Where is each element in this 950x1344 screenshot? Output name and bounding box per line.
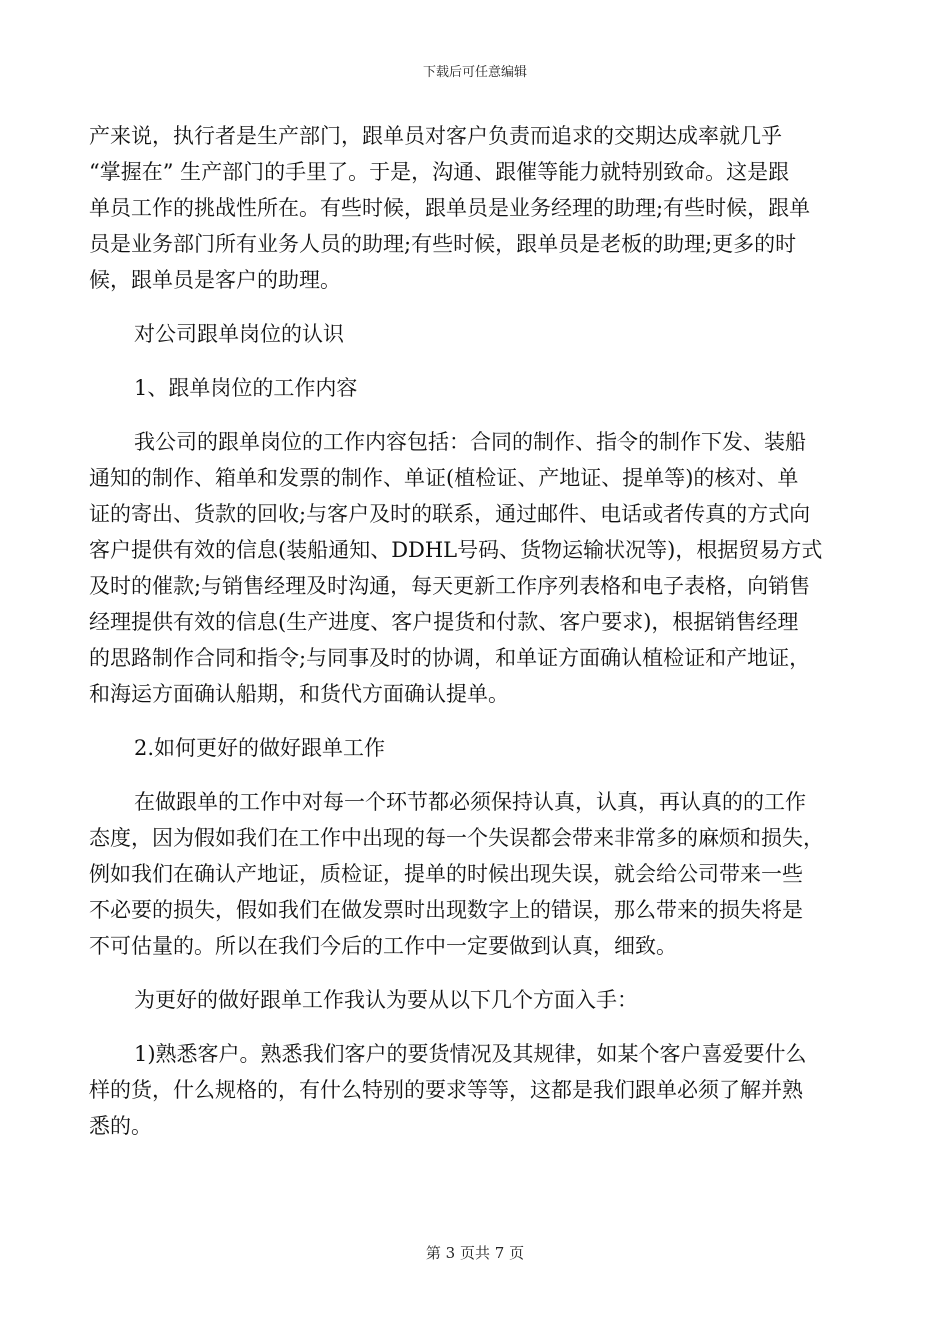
paragraph-work-attitude	[89, 784, 861, 964]
page-number: 第 3 页共 7 页	[425, 1244, 525, 1262]
text-line: 例如我们在确认产地证，质检证，提单的时候出现失误，就会给公司带来一些	[89, 862, 803, 886]
text-line: 在做跟单的工作中对每一个环节都必须保持认真，认真，再认真的的工作	[134, 790, 806, 814]
text-line: 态度，因为假如我们在工作中出现的每一个失误都会带来非常多的麻烦和损失，	[89, 826, 824, 850]
text-line: 和海运方面确认船期，和货代方面确认提单。	[89, 682, 509, 706]
text-line: “掌握在” 生产部门的手里了。于是，沟通、跟催等能力就特别致命。这是跟	[89, 160, 790, 184]
text-line: 的思路制作合同和指令;与同事及时的协调，和单证方面确认植检证和产地证，	[89, 646, 811, 670]
subsection-heading-2	[89, 730, 861, 766]
heading-text: 1、跟单岗位的工作内容	[134, 376, 358, 400]
text-line: 经理提供有效的信息(生产进度、客户提货和付款、客户要求)，根据销售经理	[89, 610, 799, 634]
text-line: 产来说，执行者是生产部门，跟单员对客户负责而追求的交期达成率就几乎	[89, 124, 782, 148]
text-line: 不可估量的。所以在我们今后的工作中一定要做到认真，细致。	[89, 934, 677, 958]
text-line: 单员工作的挑战性所在。有些时候，跟单员是业务经理的助理;有些时候，跟单	[89, 196, 811, 220]
text-line: 及时的催款;与销售经理及时沟通，每天更新工作序列表格和电子表格，向销售	[89, 574, 811, 598]
text-line: 通知的制作、箱单和发票的制作、单证(植检证、产地证、提单等)的核对、单	[89, 466, 799, 490]
text-line: 样的货，什么规格的，有什么特别的要求等等，这都是我们跟单必须了解并熟	[89, 1078, 803, 1102]
text-line: 不必要的损失，假如我们在做发票时出现数字上的错误，那么带来的损失将是	[89, 898, 803, 922]
text-line: 我公司的跟单岗位的工作内容包括：合同的制作、指令的制作下发、装船	[134, 430, 806, 454]
page-header: 下载后可任意编辑	[422, 65, 527, 80]
text-line: 证的寄出、货款的回收;与客户及时的联系，通过邮件、电话或者传真的方式向	[89, 502, 811, 526]
paragraph-job-content	[89, 424, 861, 712]
heading-text: 对公司跟单岗位的认识	[134, 322, 344, 346]
paragraph-know-customers	[89, 1036, 861, 1144]
text-line: 员是业务部门所有业务人员的助理;有些时候，跟单员是老板的助理;更多的时	[89, 232, 797, 256]
paragraph-role-description	[89, 118, 861, 298]
heading-text: 2.如何更好的做好跟单工作	[134, 736, 386, 760]
text-line: 客户提供有效的信息(装船通知、DDHL号码、货物运输状况等)，根据贸易方式	[89, 538, 823, 562]
text-line: 悉的。	[89, 1114, 152, 1138]
subsection-heading-1	[89, 370, 861, 406]
section-heading	[89, 316, 861, 352]
text-line: 为更好的做好跟单工作我认为要从以下几个方面入手：	[134, 988, 638, 1012]
text-line: 1)熟悉客户。熟悉我们客户的要货情况及其规律，如某个客户喜爱要什么	[134, 1042, 807, 1066]
intro-line	[89, 982, 861, 1018]
text-line: 候，跟单员是客户的助理。	[89, 268, 341, 292]
document-body	[89, 118, 861, 1162]
